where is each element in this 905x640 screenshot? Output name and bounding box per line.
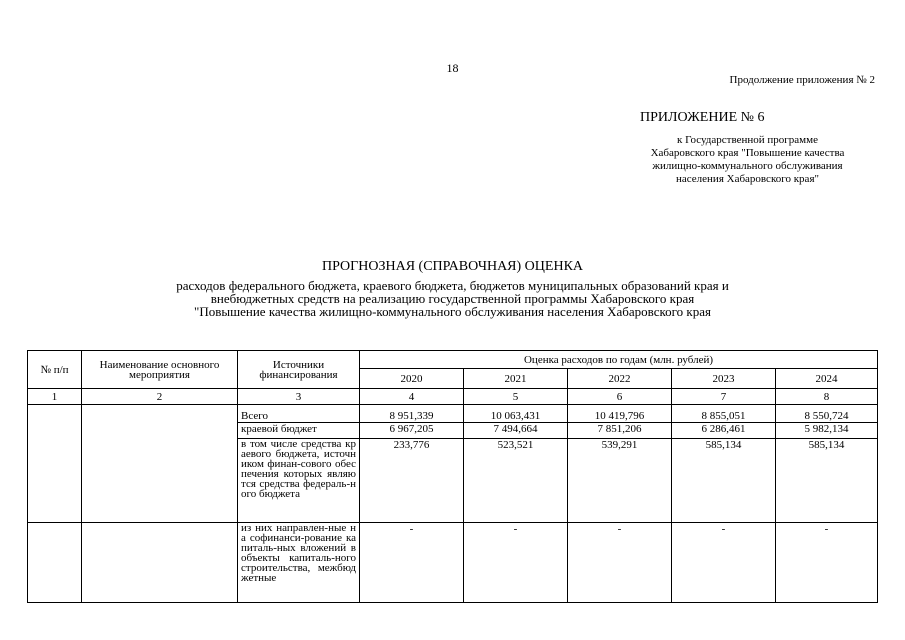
expenditure-table bbox=[27, 350, 878, 603]
column-number: 6 bbox=[568, 389, 672, 405]
column-number: 1 bbox=[28, 389, 82, 405]
header-estimate: Оценка расходов по годам (млн. рублей) bbox=[360, 351, 878, 369]
header-name: Наименование основного мероприятия bbox=[82, 351, 238, 389]
value-cell: - bbox=[672, 523, 776, 603]
column-number: 3 bbox=[238, 389, 360, 405]
appendix-subtitle-line: к Государственной программе bbox=[677, 134, 818, 146]
value-cell: - bbox=[360, 523, 464, 603]
document-title: ПРОГНОЗНАЯ (СПРАВОЧНАЯ) ОЦЕНКА bbox=[321, 259, 584, 274]
value-cell: - bbox=[776, 523, 878, 603]
source-cell: в том числе средства краевого бюджета, источником финан-сового обеспечения которых являются средства федераль-ного бюджета bbox=[238, 439, 360, 523]
source-cell: Всего bbox=[238, 405, 360, 423]
column-number: 8 bbox=[776, 389, 878, 405]
value-cell: 10 419,796 bbox=[568, 405, 672, 423]
header-source: Источники финансирования bbox=[238, 351, 360, 389]
source-cell: краевой бюджет bbox=[238, 423, 360, 439]
appendix-subtitle-line: жилищно-коммунального обслуживания bbox=[652, 160, 843, 172]
row-name-cell bbox=[82, 523, 238, 603]
row-num-cell bbox=[28, 405, 82, 523]
header-year: 2023 bbox=[672, 369, 776, 389]
appendix-subtitle bbox=[615, 134, 880, 186]
value-cell: 10 063,431 bbox=[464, 405, 568, 423]
value-cell: 7 851,206 bbox=[568, 423, 672, 439]
document-subtitle-line: расходов федерального бюджета, краевого бюджета, бюджетов муниципальных образований края и bbox=[176, 278, 729, 293]
column-number: 5 bbox=[464, 389, 568, 405]
header-year: 2022 bbox=[568, 369, 672, 389]
value-cell: 585,134 bbox=[672, 439, 776, 523]
value-cell: - bbox=[568, 523, 672, 603]
value-cell: 8 951,339 bbox=[360, 405, 464, 423]
value-cell: 8 855,051 bbox=[672, 405, 776, 423]
continuation-note: Продолжение приложения № 2 bbox=[729, 74, 875, 86]
source-cell: из них направлен-ные на софинанси-рование капиталь-ных вложений в объекты капиталь-ного строительства, межбюджетные bbox=[238, 523, 360, 603]
value-cell: 5 982,134 bbox=[776, 423, 878, 439]
value-cell: 6 286,461 bbox=[672, 423, 776, 439]
table-row bbox=[28, 523, 878, 603]
header-year: 2020 bbox=[360, 369, 464, 389]
value-cell: - bbox=[464, 523, 568, 603]
value-cell: 7 494,664 bbox=[464, 423, 568, 439]
column-number: 2 bbox=[82, 389, 238, 405]
table-row bbox=[28, 405, 878, 423]
page-number: 18 bbox=[446, 61, 459, 75]
value-cell: 539,291 bbox=[568, 439, 672, 523]
header-year: 2021 bbox=[464, 369, 568, 389]
value-cell: 585,134 bbox=[776, 439, 878, 523]
header-year: 2024 bbox=[776, 369, 878, 389]
document-subtitle-line: внебюджетных средств на реализацию государственной программы Хабаровского края bbox=[210, 291, 695, 306]
header-num: № п/п bbox=[28, 351, 82, 389]
value-cell: 523,521 bbox=[464, 439, 568, 523]
value-cell: 8 550,724 bbox=[776, 405, 878, 423]
row-num-cell bbox=[28, 523, 82, 603]
document-subtitle-line: "Повышение качества жилищно-коммунального обслуживания населения Хабаровского края bbox=[194, 304, 711, 319]
appendix-subtitle-line: населения Хабаровского края" bbox=[676, 173, 819, 185]
value-cell: 6 967,205 bbox=[360, 423, 464, 439]
column-number: 4 bbox=[360, 389, 464, 405]
document-subtitle bbox=[0, 279, 905, 318]
column-number: 7 bbox=[672, 389, 776, 405]
row-name-cell bbox=[82, 405, 238, 523]
appendix-subtitle-line: Хабаровского края "Повышение качества bbox=[650, 147, 845, 159]
value-cell: 233,776 bbox=[360, 439, 464, 523]
appendix-title: ПРИЛОЖЕНИЕ № 6 bbox=[640, 110, 765, 125]
